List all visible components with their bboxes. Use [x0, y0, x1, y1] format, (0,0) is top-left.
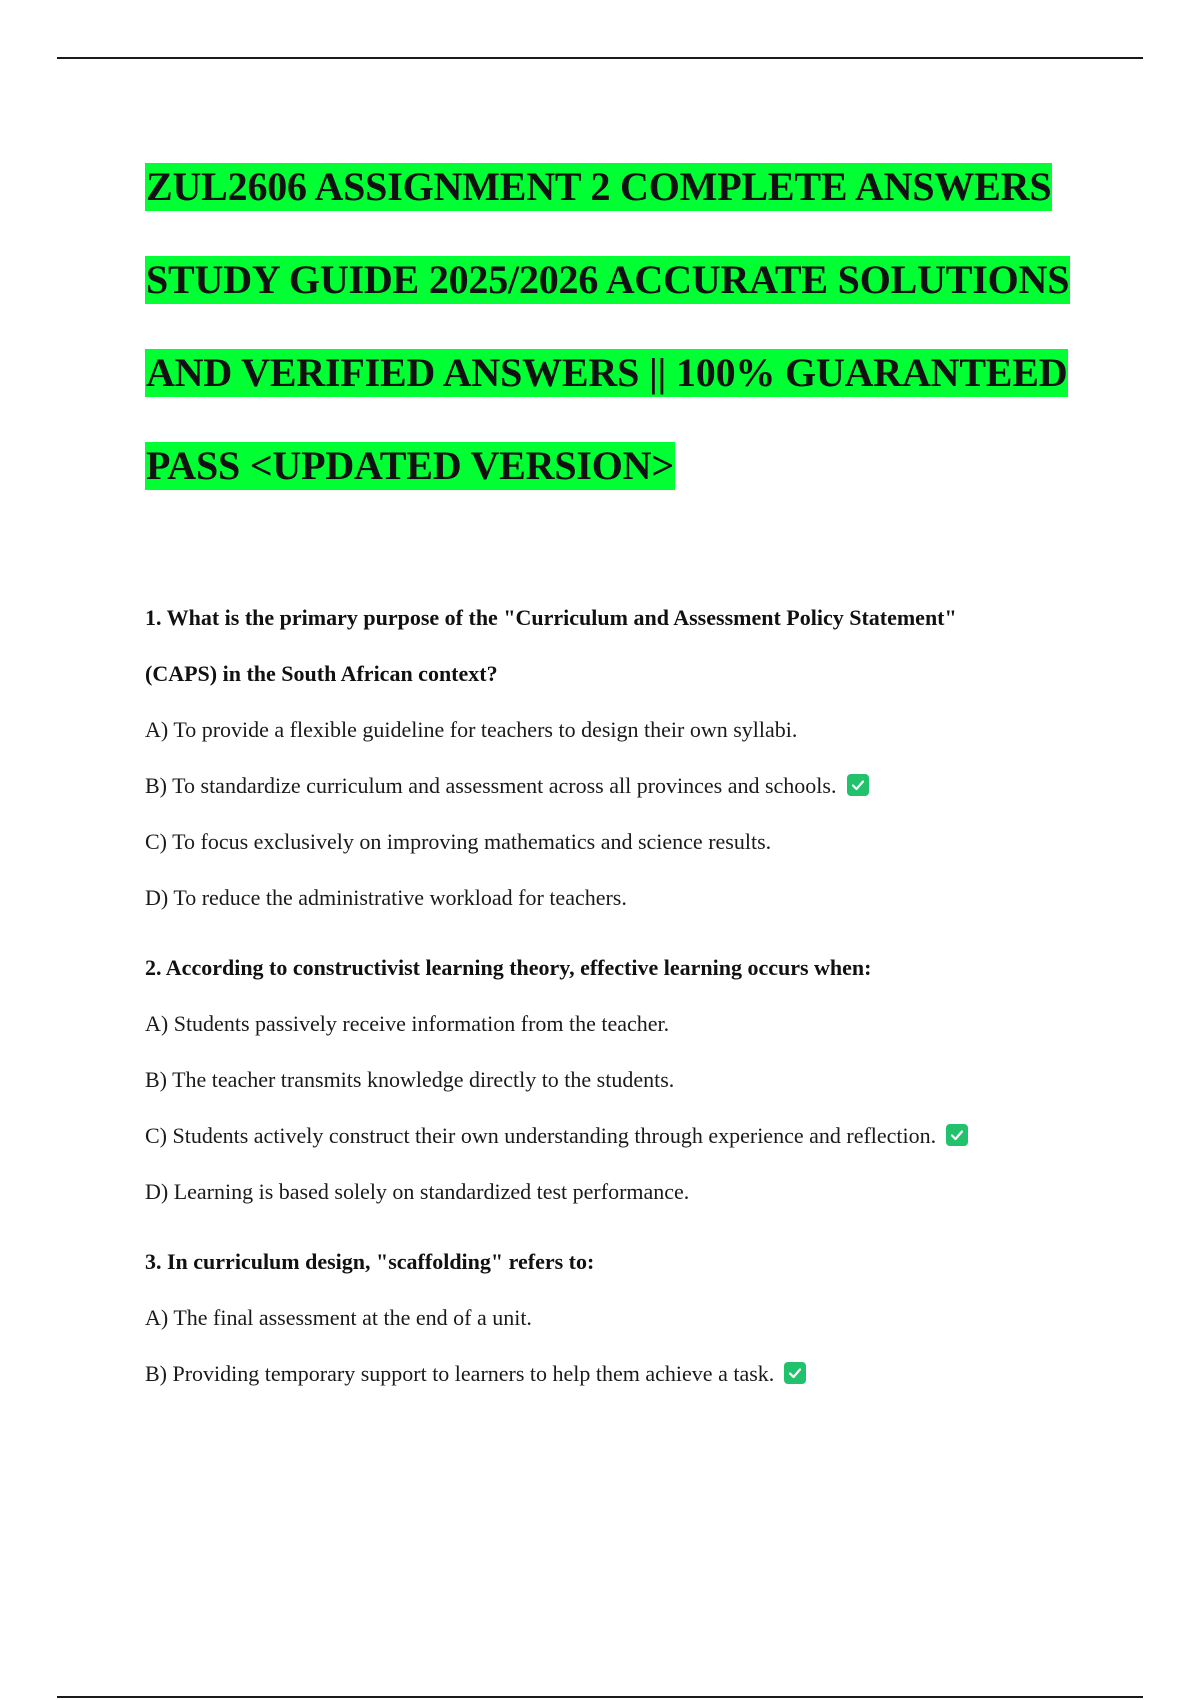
option-a: A) To provide a flexible guideline for teachers to design their own syllabi. [145, 717, 798, 742]
document-title [145, 140, 1145, 512]
question-1 [145, 590, 1145, 926]
question-3 [145, 1234, 1145, 1402]
option-b: B) Providing temporary support to learners to help them achieve a task. [145, 1346, 1145, 1402]
question-text: 2. According to constructivist learning theory, effective learning occurs when: [145, 955, 872, 980]
top-rule [57, 57, 1143, 59]
option-c: C) To focus exclusively on improving mathematics and science results. [145, 829, 772, 854]
bottom-rule [57, 1696, 1143, 1698]
question-list [145, 590, 1145, 1402]
question-2 [145, 940, 1145, 1220]
option-c: C) Students actively construct their own understanding through experience and reflection. [145, 1108, 1145, 1164]
title-line-1: ZUL2606 ASSIGNMENT 2 COMPLETE ANSWERS [146, 164, 1052, 210]
check-mark-icon [946, 1124, 968, 1146]
title-line-2: STUDY GUIDE 2025/2026 ACCURATE SOLUTIONS [146, 257, 1070, 303]
check-mark-icon [847, 774, 869, 796]
option-d: D) Learning is based solely on standardized test performance. [145, 1179, 690, 1204]
question-text: 1. What is the primary purpose of the "Curriculum and Assessment Policy Statement" (CAPS) in the South African context? [145, 605, 957, 686]
option-b: B) To standardize curriculum and assessment across all provinces and schools. [145, 758, 1145, 814]
title-line-3: AND VERIFIED ANSWERS || 100% GUARANTEED [146, 350, 1068, 396]
option-d: D) To reduce the administrative workload for teachers. [145, 885, 627, 910]
option-a: A) The final assessment at the end of a unit. [145, 1305, 532, 1330]
option-a: A) Students passively receive information from the teacher. [145, 1011, 670, 1036]
question-text: 3. In curriculum design, "scaffolding" refers to: [145, 1249, 595, 1274]
check-mark-icon [784, 1362, 806, 1384]
option-b: B) The teacher transmits knowledge directly to the students. [145, 1067, 675, 1092]
title-line-4: PASS <UPDATED VERSION> [146, 443, 674, 489]
